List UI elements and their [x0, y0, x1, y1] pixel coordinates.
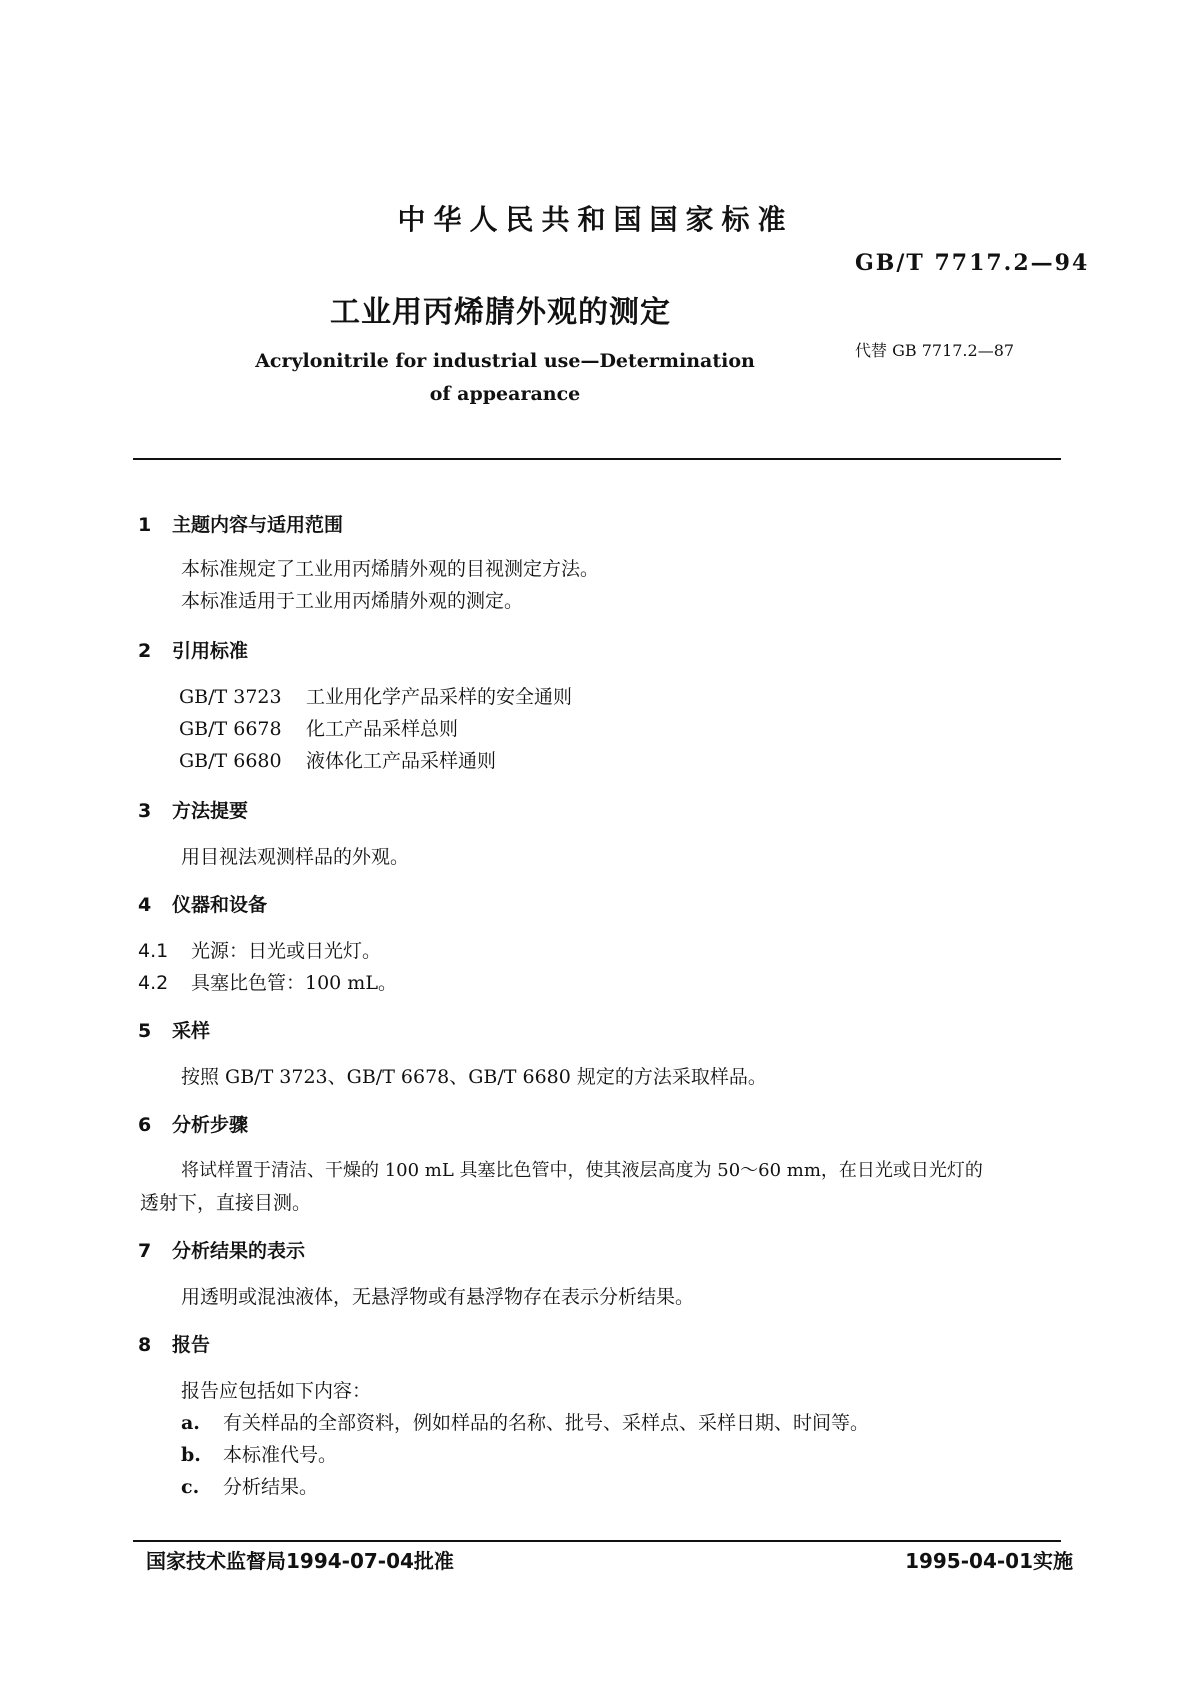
section-heading-7	[138, 1236, 305, 1263]
reference-name: 液体化工产品采样通则	[306, 750, 497, 772]
replaces-note: 代替 GB 7717.2—87	[855, 341, 1015, 360]
section-number: 8	[138, 1334, 152, 1356]
paragraph: 报告应包括如下内容：	[181, 1380, 372, 1402]
reference-code: GB/T 6678	[179, 718, 282, 740]
section-number: 7	[138, 1240, 152, 1262]
section-heading-6	[138, 1110, 248, 1137]
report-item	[181, 1472, 318, 1499]
reference-name: 工业用化学产品采样的安全通则	[306, 686, 573, 708]
reference-item	[179, 682, 572, 709]
subsection-text: 光源：日光或日光灯。	[191, 940, 382, 962]
section-number: 4	[138, 894, 152, 916]
paragraph: 本标准规定了工业用丙烯腈外观的目视测定方法。	[181, 558, 600, 580]
section-heading-4	[138, 890, 267, 917]
section-heading-2	[138, 636, 248, 663]
section-title: 报告	[172, 1334, 211, 1356]
paragraph-line: 将试样置于清洁、干燥的 100 mL 具塞比色管中，使其液层高度为 50～60 mm，在日光或日光灯的	[181, 1160, 983, 1181]
paragraph: 本标准适用于工业用丙烯腈外观的测定。	[181, 590, 524, 612]
section-number: 2	[138, 640, 152, 662]
reference-item	[179, 714, 458, 741]
section-title: 分析步骤	[172, 1114, 249, 1136]
section-heading-3	[138, 796, 248, 823]
header-divider	[133, 458, 1061, 460]
document-title-en-line2: of appearance	[429, 383, 581, 405]
list-text: 分析结果。	[223, 1476, 319, 1498]
section-heading-1	[138, 510, 343, 537]
section-number: 1	[138, 514, 152, 536]
section-number: 6	[138, 1114, 152, 1136]
section-number: 3	[138, 800, 152, 822]
subsection-item	[138, 936, 381, 963]
list-marker: c.	[181, 1476, 200, 1498]
section-number: 5	[138, 1020, 152, 1042]
implementation-date: 1995-04-01实施	[905, 1549, 1073, 1573]
subsection-number: 4.1	[138, 940, 169, 962]
report-item	[181, 1408, 869, 1435]
section-title: 方法提要	[172, 800, 249, 822]
footer-divider	[133, 1540, 1061, 1542]
list-marker: a.	[181, 1412, 200, 1434]
paragraph-line: 透射下，直接目测。	[140, 1192, 312, 1214]
section-title: 采样	[172, 1020, 211, 1042]
subsection-text: 具塞比色管：100 mL。	[191, 972, 397, 994]
list-text: 本标准代号。	[223, 1444, 338, 1466]
section-heading-5	[138, 1016, 210, 1043]
section-heading-8	[138, 1330, 210, 1357]
national-standard-heading: 中华人民共和国国家标准	[397, 203, 794, 236]
document-title-en-line1: Acrylonitrile for industrial use—Determination	[255, 350, 755, 372]
paragraph: 用透明或混浊液体，无悬浮物或有悬浮物存在表示分析结果。	[181, 1286, 695, 1308]
paragraph: 按照 GB/T 3723、GB/T 6678、GB/T 6680 规定的方法采取样品。	[181, 1066, 767, 1088]
reference-code: GB/T 6680	[179, 750, 282, 772]
standard-number: GB/T 7717.2—94	[855, 250, 1090, 276]
reference-code: GB/T 3723	[179, 686, 282, 708]
approval-note: 国家技术监督局1994-07-04批准	[146, 1549, 454, 1573]
subsection-number: 4.2	[138, 972, 169, 994]
subsection-item	[138, 968, 397, 995]
document-title-cn: 工业用丙烯腈外观的测定	[330, 295, 671, 330]
report-item	[181, 1440, 337, 1467]
section-title: 仪器和设备	[172, 894, 268, 916]
section-title: 分析结果的表示	[172, 1240, 306, 1262]
section-title: 引用标准	[172, 640, 249, 662]
reference-name: 化工产品采样总则	[306, 718, 459, 740]
section-title: 主题内容与适用范围	[172, 514, 344, 536]
paragraph: 用目视法观测样品的外观。	[181, 846, 410, 868]
list-text: 有关样品的全部资料，例如样品的名称、批号、采样点、采样日期、时间等。	[223, 1412, 870, 1434]
reference-item	[179, 746, 496, 773]
list-marker: b.	[181, 1444, 201, 1466]
